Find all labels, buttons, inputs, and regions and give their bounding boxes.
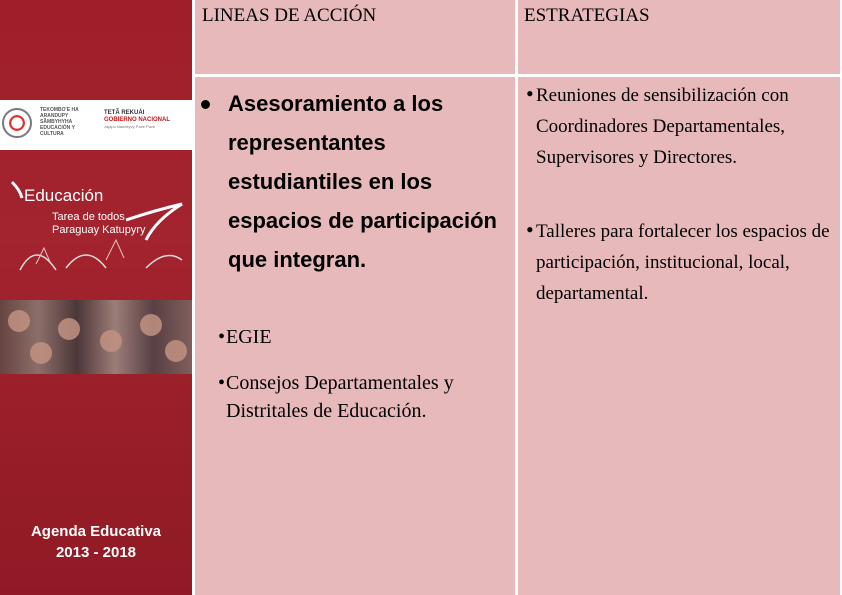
header-estrategias: ESTRATEGIAS — [524, 5, 650, 26]
national-seal-icon — [2, 108, 32, 138]
action-subitem-text: EGIE — [226, 326, 272, 348]
government-logo — [104, 110, 190, 129]
education-subtitle-line2: Paraguay Katupyry — [52, 224, 146, 236]
agenda-years: 2013 - 2018 — [55, 544, 137, 561]
education-title: Educación — [24, 186, 104, 205]
action-subitem — [218, 323, 516, 351]
bullet-icon: • — [526, 217, 534, 242]
agenda-title: Agenda Educativa — [30, 523, 162, 540]
action-subitem-text: Consejos Departamentales y Distritales de Educación. — [226, 372, 454, 422]
strategy-text: Reuniones de sensibilización con Coordinadores Departamentales, Supervisores y Directores. — [536, 85, 789, 168]
bullet-icon: • — [526, 81, 534, 106]
students-photo-collage — [0, 300, 192, 374]
strategy-item — [526, 80, 842, 173]
bullet-icon: • — [218, 326, 226, 348]
strategy-text: Talleres para fortalecer los espacios de participación, institucional, local, departamental. — [536, 221, 830, 304]
gov-logo-tagline: Jajapo Nandeyvy Pavé Pavé — [104, 124, 156, 129]
action-subitem — [218, 369, 516, 425]
bullet-icon — [201, 100, 210, 109]
header-divider — [192, 74, 842, 77]
agenda-banner — [0, 0, 192, 595]
action-strategy-table — [192, 0, 842, 595]
action-line-main: Asesoramiento a los representantes estudiantiles en los espacios de participación que integran. — [228, 91, 497, 272]
gov-logo-line1: TETÃ REKUÁI — [104, 110, 145, 116]
header-lineas-de-accion: LINEAS DE ACCIÓN — [202, 5, 377, 26]
education-subtitle — [52, 211, 146, 237]
strategy-item — [526, 216, 842, 309]
gov-logo-line2: GOBIERNO NACIONAL — [104, 117, 170, 123]
education-subtitle-line1: Tarea de todos — [52, 211, 125, 223]
bullet-icon: • — [218, 372, 226, 394]
table-left-border — [192, 0, 195, 595]
ministry-logo-label: TEKOMBO'E HA ARANDUPY SÃMBYHYHA EDUCACIÓN Y CULTURA — [40, 107, 79, 137]
